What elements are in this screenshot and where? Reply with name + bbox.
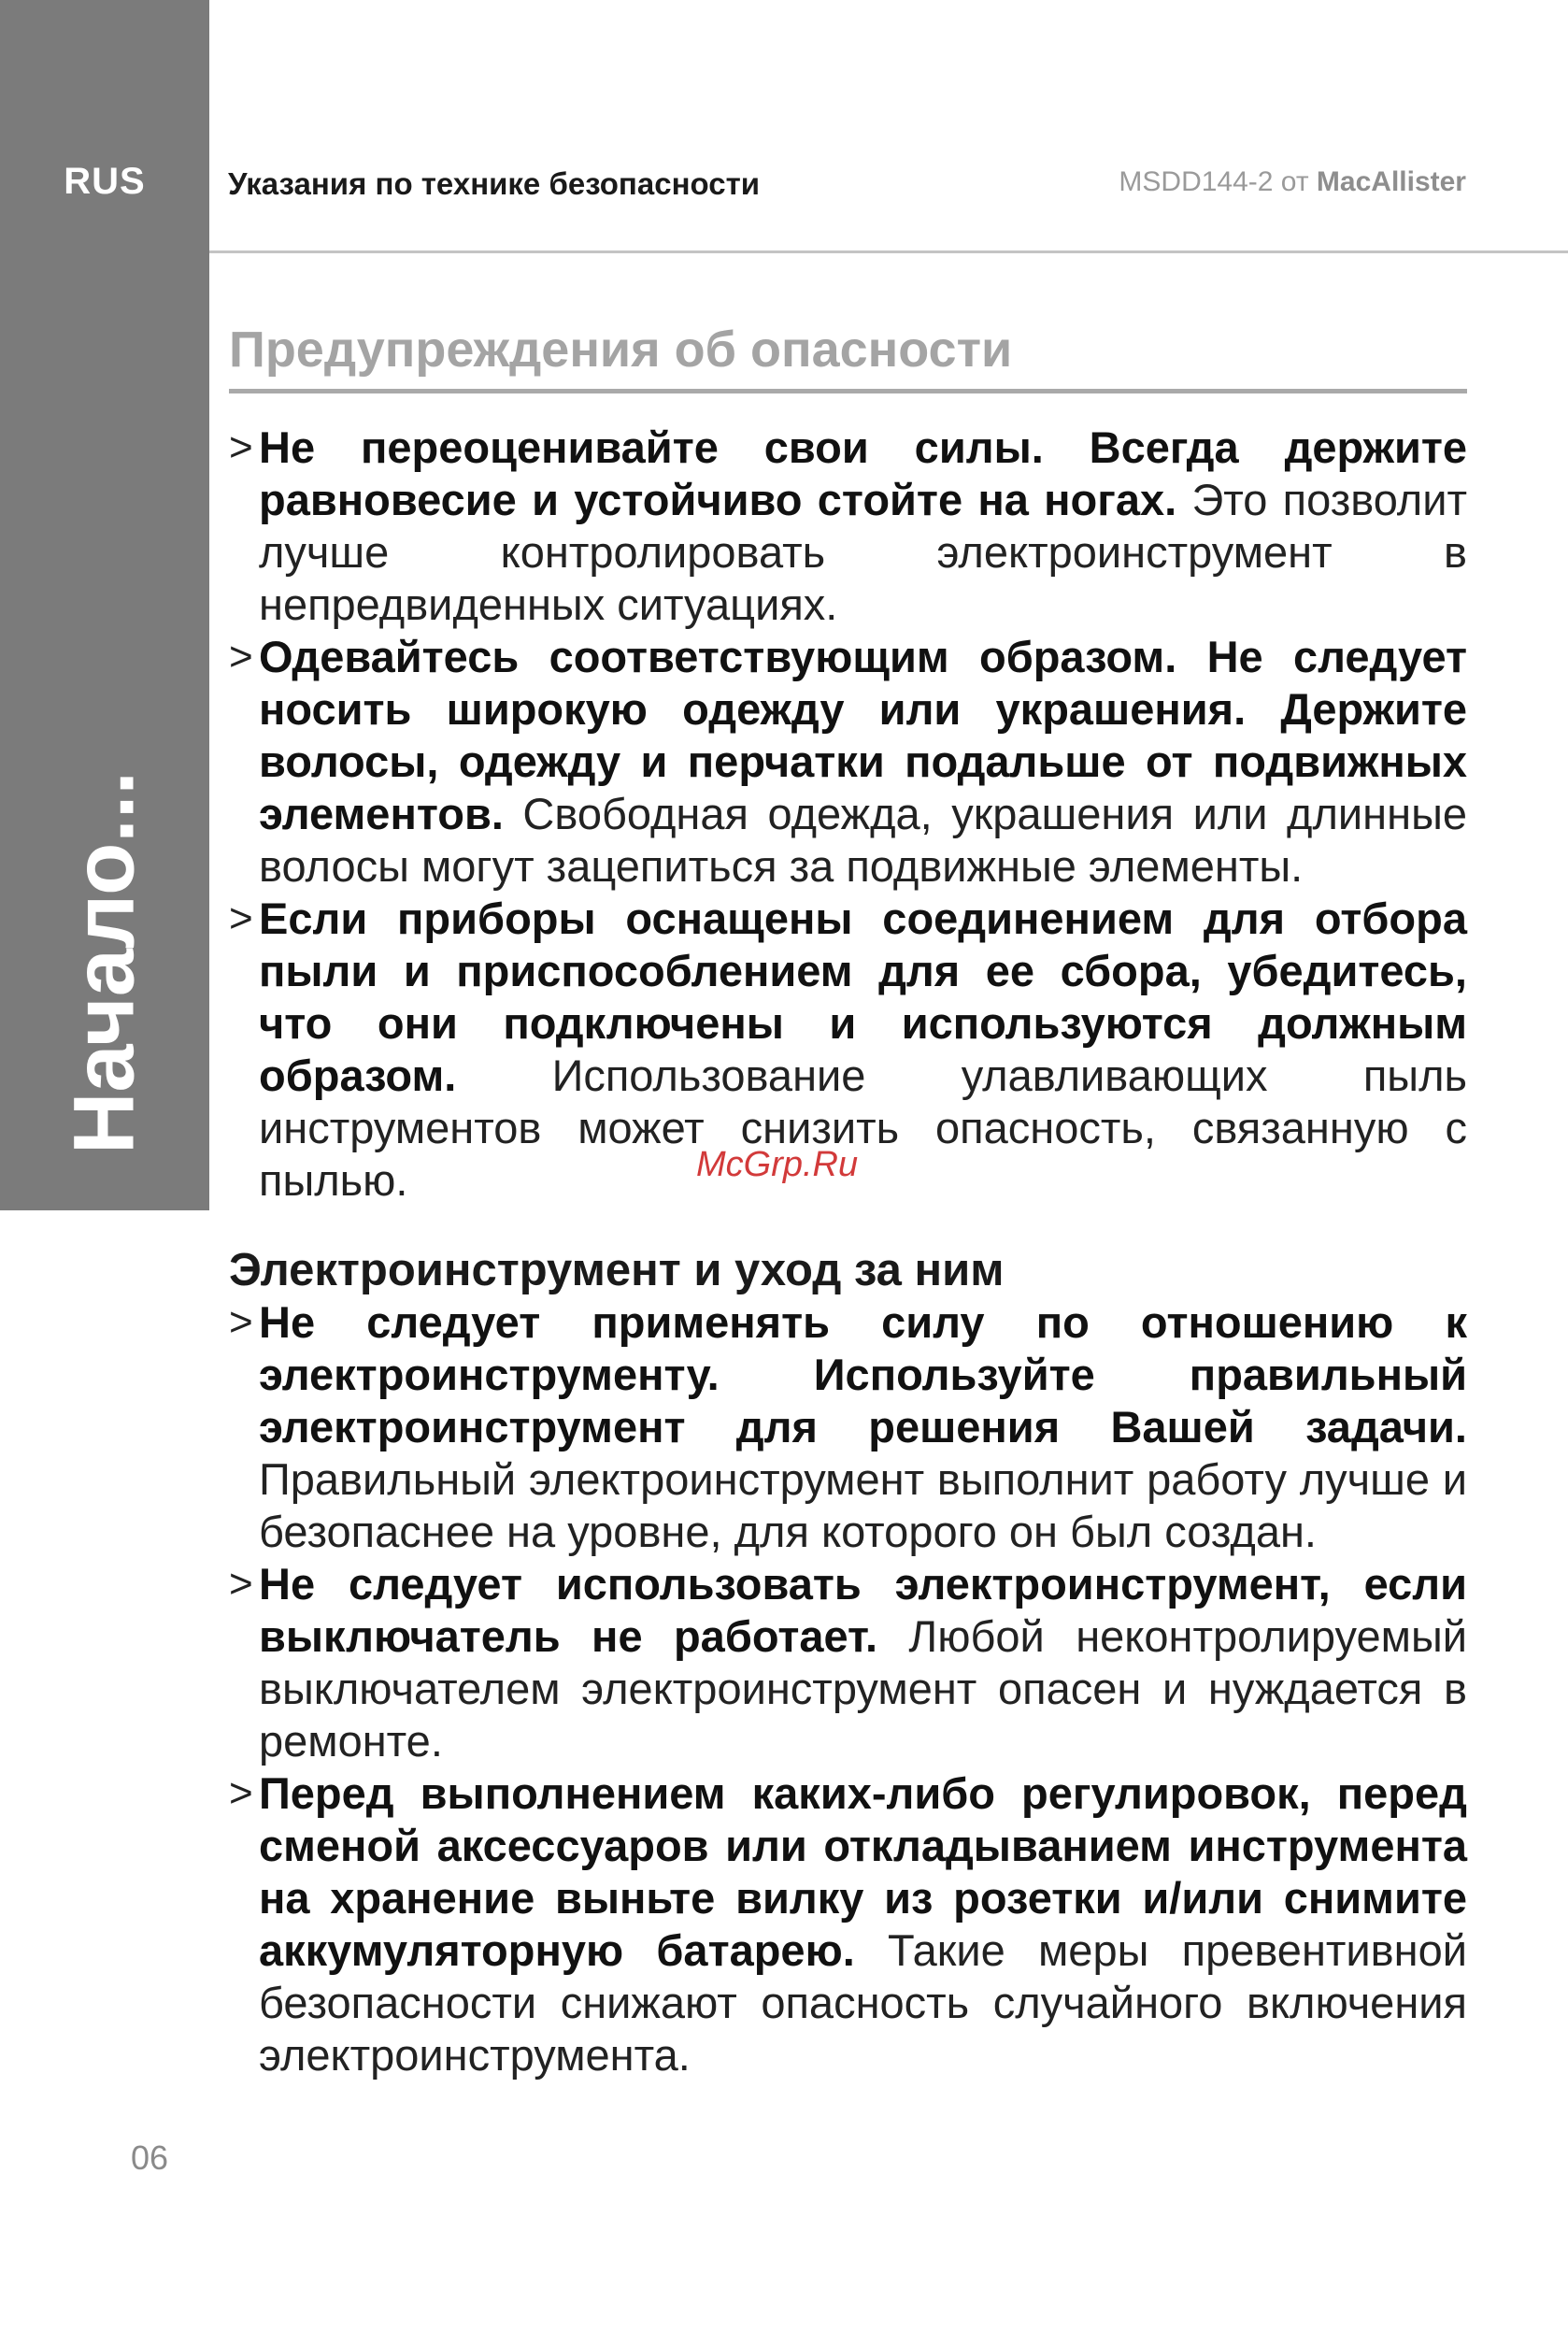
item-text: Использование улавливающих пыль инструментов может снизить опасность, связанную с пылью.: [259, 1051, 1467, 1206]
section-title-hazard-warnings: Предупреждения об опасности: [229, 322, 1467, 393]
brand-label: MacAllister: [1316, 166, 1466, 197]
item-bold-text: Не переоценивайте свои силы. Всегда держите равновесие и устойчиво стойте на ногах.: [259, 422, 1467, 525]
list-item: [229, 1296, 1467, 1558]
section-title-power-tool-care: Электроинструмент и уход за ним: [229, 1245, 1005, 1296]
bullet-arrow: >: [229, 634, 253, 680]
bullet-arrow: >: [229, 424, 253, 471]
list-item: [229, 631, 1467, 893]
list-item: [229, 1767, 1467, 2081]
language-label: RUS: [64, 161, 146, 202]
item-text: Это позволит лучше контролировать электроинструмент в непредвиденных ситуациях.: [259, 475, 1467, 630]
chapter-sidebar: [0, 0, 209, 1210]
page-number: 06: [131, 2138, 169, 2177]
header-title: Указания по технике безопасности: [228, 166, 761, 201]
bullet-arrow: >: [229, 1561, 253, 1608]
bullet-arrow: >: [229, 895, 253, 942]
item-text: Такие меры превентивной безопасности снижают опасность случайного включения электроинструмента.: [259, 1925, 1467, 2081]
model-label: MSDD144-2 от: [1119, 166, 1309, 197]
item-bold-text: Не следует применять силу по отношению к электроинструменту. Используйте правильный электроинструмент для решения Вашей задачи.: [259, 1297, 1467, 1452]
list-item: [229, 1558, 1467, 1767]
item-text: Любой неконтролируемый выключателем электроинструмент опасен и нуждается в ремонте.: [259, 1611, 1467, 1766]
list-item: [229, 422, 1467, 631]
item-text: Правильный электроинструмент выполнит работу лучше и безопаснее на уровне, для которого он был создан.: [259, 1454, 1467, 1557]
item-bold-text: Перед выполнением каких-либо регулировок, перед сменой аксессуаров или откладыванием инструмента на хранение выньте вилку из розетки и/или снимите аккумуляторную батарею.: [259, 1768, 1467, 1976]
watermark: McGrp.Ru: [696, 1145, 859, 1184]
item-text: Свободная одежда, украшения или длинные волосы могут зацепиться за подвижные элементы.: [259, 789, 1467, 892]
item-bold-text: Если приборы оснащены соединением для отбора пыли и приспособлением для ее сбора, убедитесь, что они подключены и используются должным образом.: [259, 894, 1467, 1101]
header-brand: [1119, 166, 1466, 198]
page-content: [229, 322, 1467, 2081]
header-divider: [209, 250, 1568, 253]
bullet-arrow: >: [229, 1770, 253, 1817]
item-bold-text: Одевайтесь соответствующим образом. Не следует носить широкую одежду или украшения. Держите волосы, одежду и перчатки подальше от подвижных элементов.: [259, 632, 1467, 839]
chapter-title: Начало...: [56, 770, 152, 1155]
bullet-arrow: >: [229, 1299, 253, 1346]
item-bold-text: Не следует использовать электроинструмент, если выключатель не работает.: [259, 1559, 1467, 1662]
